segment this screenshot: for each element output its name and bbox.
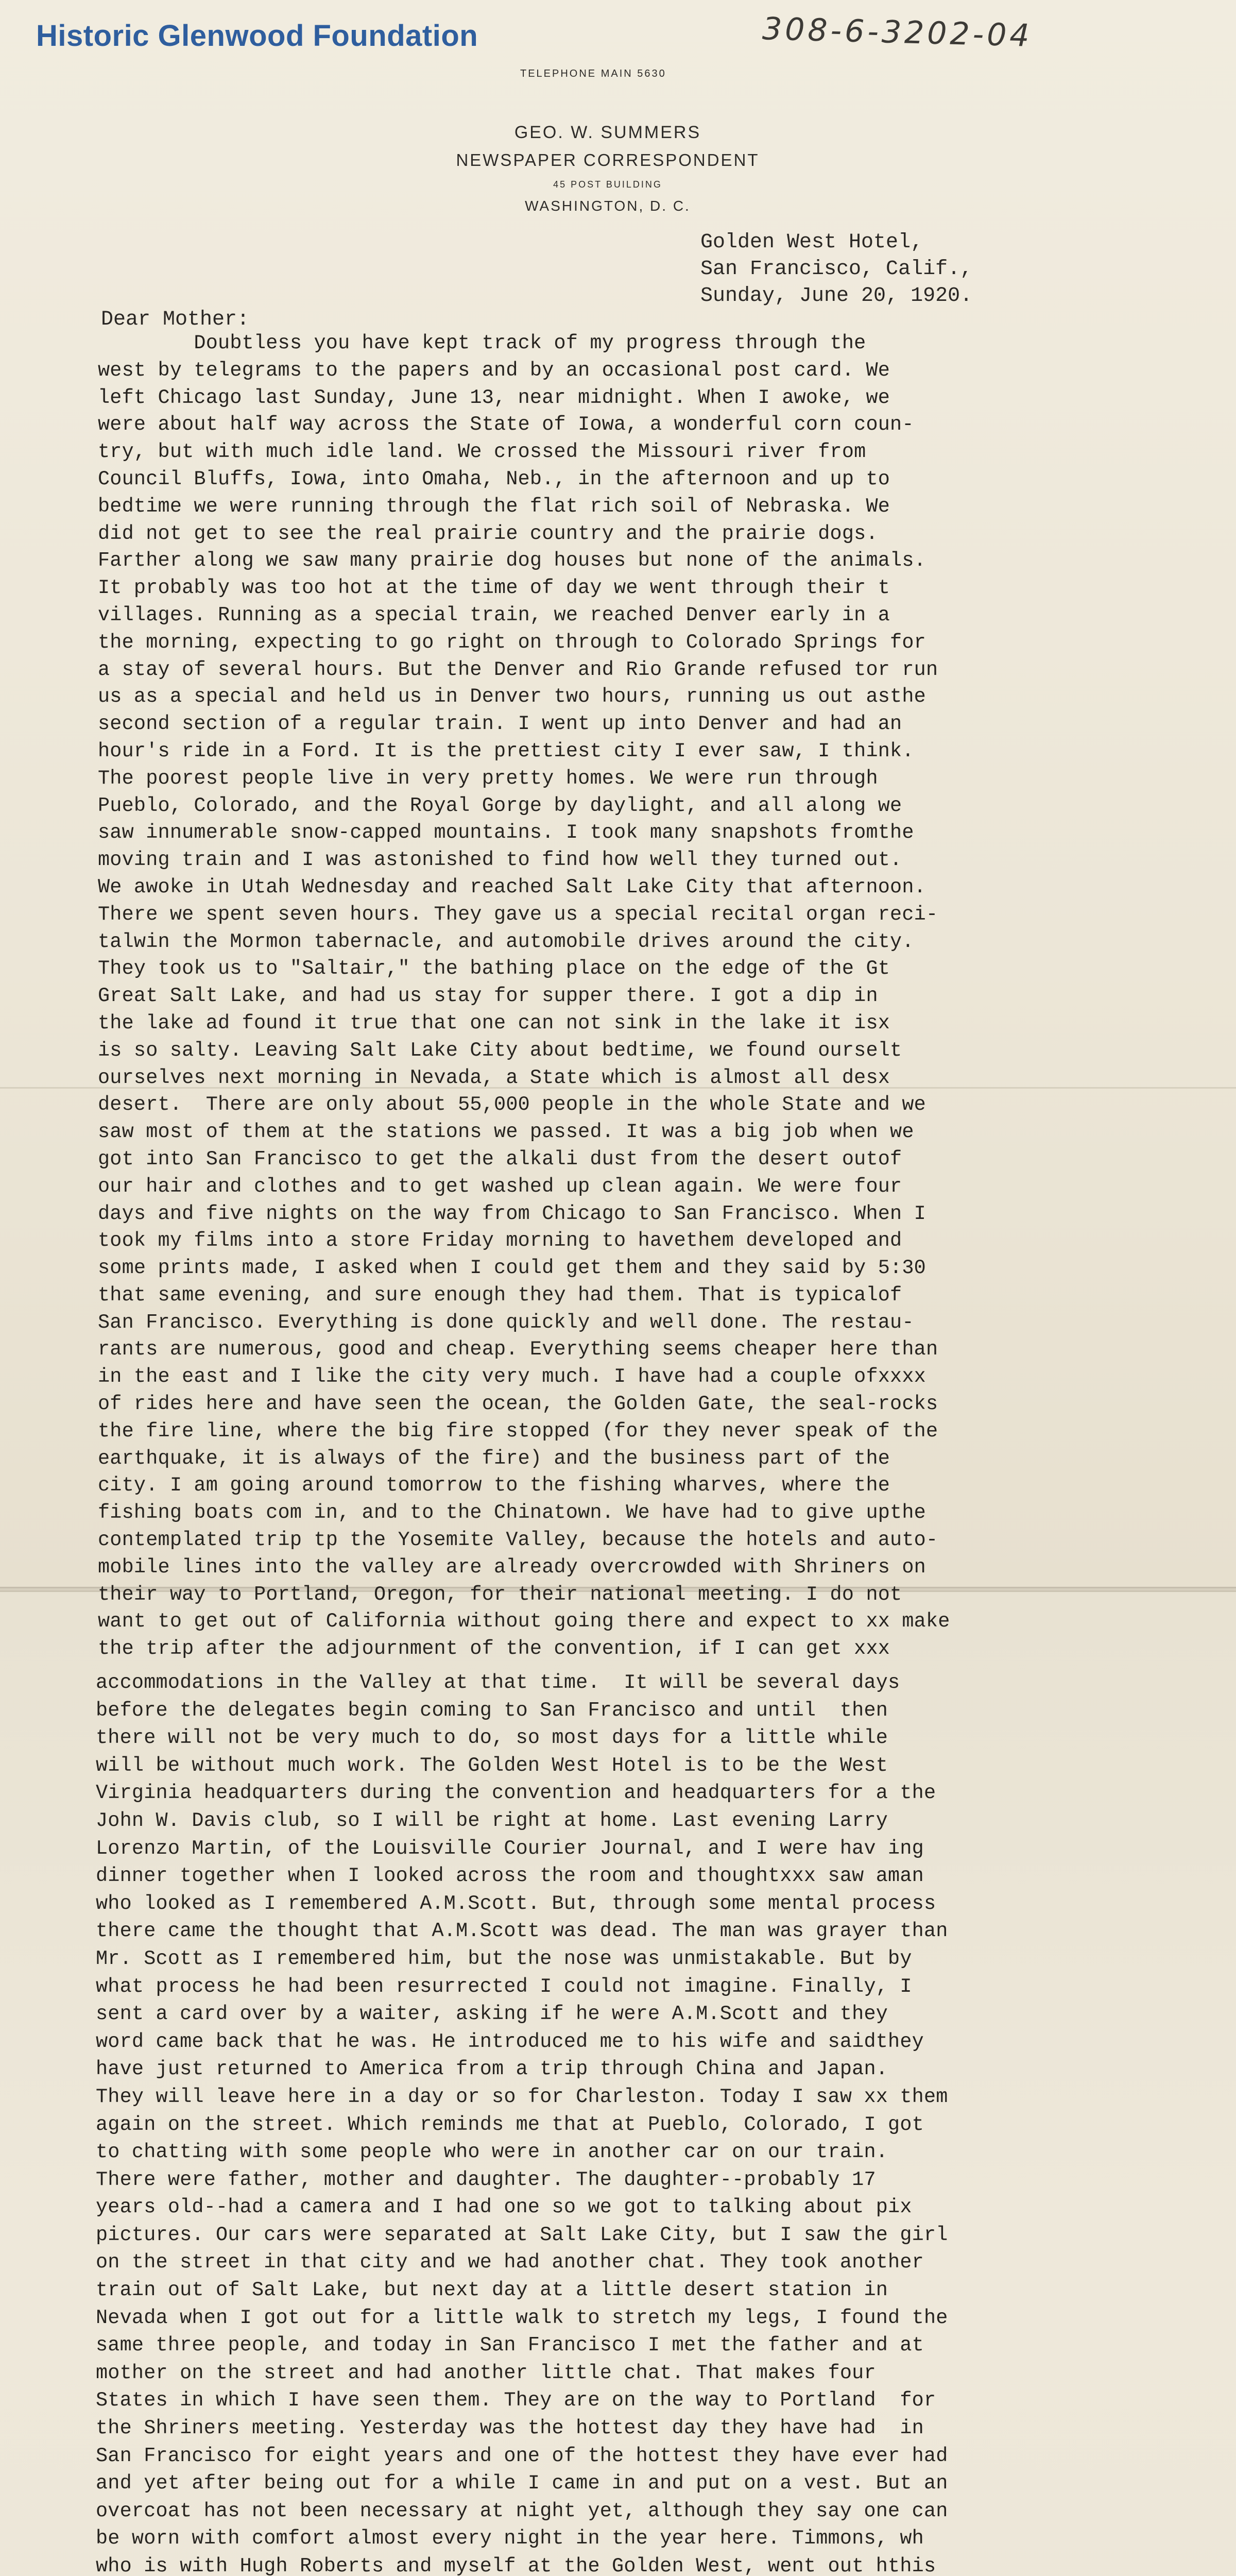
letterhead-building: 45 POST BUILDING bbox=[553, 179, 662, 190]
address-date: Sunday, June 20, 1920. bbox=[700, 284, 973, 308]
letterhead-telephone: TELEPHONE MAIN 5630 bbox=[520, 68, 666, 79]
letterhead-name: GEO. W. SUMMERS bbox=[514, 123, 701, 142]
letterhead-city: WASHINGTON, D. C. bbox=[525, 198, 691, 214]
letterhead-title: NEWSPAPER CORRESPONDENT bbox=[456, 150, 760, 170]
letter-body-page-2: accommodations in the Valley at that time. It will be several days before the delegates begin coming to San Francisco and until then there will not be very much to do, so most days for a little while will be without much work. The Golden West Hotel is to be the West Virginia headquarters during the convention and headquarters for a the John W. Davis club, so I will be right at home. Last evening Larry Lorenzo Martin, of the Louisville Courier Journal, and I were hav ing dinner together when I looked across the room and thoughtxxx saw aman who looked as I remembered A.M.Scott. But, through some mental process there came the thought that A.M.Scott was dead. The man was grayer than Mr. Scott as I remembered him, but the nose was unmistakable. But by what process he had been resurrected I could not imagine. Finally, I sent a card over by a waiter, asking if he were A.M.Scott and they word came back that he was. He introduced me to his wife and saidthey have just returned to America from a trip through China and Japan. They will leave here in a day or so for Charleston. Today I saw xx them again on the street. Which reminds me that at Pueblo, Colorado, I got to chatting with some people who were in another car on our train. There were father, mother and daughter. The daughter--probably 17 years old--had a camera and I had one so we got to talking about pix pictures. Our cars were separated at Salt Lake City, but I saw the girl on the street in that city and we had another chat. They took another train out of Salt Lake, but next day at a little desert station in Nevada when I got out for a little walk to stretch my legs, I found the same three people, and today in San Francisco I met the father and at mother on the street and had another little chat. That makes four States in which I have seen them. They are on the way to Portland for the Shriners meeting. Yesterday was the hottest day they have had in San Francisco for eight years and one of the hottest they have ever had and yet after being out for a while I came in and put on a vest. But an overcoat has not been necessary at night yet, although they say one can be worn with comfort almost every night in the year here. Timmons, wh who is with Hugh Roberts and myself at the Golden West, went out hthis bbox=[96, 1671, 948, 2576]
catalog-number: 308-6-3202-04 bbox=[762, 11, 1033, 54]
salutation: Dear Mother: bbox=[101, 308, 250, 331]
address-line-2: San Francisco, Calif., bbox=[700, 258, 973, 281]
address-line-1: Golden West Hotel, bbox=[700, 231, 923, 254]
foundation-name: Historic Glenwood Foundation bbox=[36, 19, 478, 53]
letter-body-page-1: Doubtless you have kept track of my progress through the west by telegrams to the papers and by an occasional post card. We left Chicago last Sunday, June 13, near midnight. When I awoke, we were about half way across the State of Iowa, a wonderful corn coun- try, but with much idle land. We crossed the Missouri river from Council Bluffs, Iowa, into Omaha, Neb., in the afternoon and up to bedtime we were running through the flat rich soil of Nebraska. We did not get to see the real prairie country and the prairie dogs. Farther along we saw many prairie dog houses but none of the animals. It probably was too hot at the time of day we went through their t villages. Running as a special train, we reached Denver early in a the morning, expecting to go right on through to Colorado Springs for a stay of several hours. But the Denver and Rio Grande refused tor run us as a special and held us in Denver two hours, running us out asthe second section of a regular train. I went up into Denver and had an hour's ride in a Ford. It is the prettiest city I ever saw, I think. The poorest people live in very pretty homes. We were run through Pueblo, Colorado, and the Royal Gorge by daylight, and all along we saw innumerable snow-capped mountains. I took many snapshots fromthe moving train and I was astonished to find how well they turned out. We awoke in Utah Wednesday and reached Salt Lake City that afternoon. There we spent seven hours. They gave us a special recital organ reci- talwin the Mormon tabernacle, and automobile drives around the city. They took us to "Saltair," the bathing place on the edge of the Gt Great Salt Lake, and had us stay for supper there. I got a dip in the lake ad found it true that one can not sink in the lake it isx is so salty. Leaving Salt Lake City about bedtime, we found ourselt ourselves next morning in Nevada, a State which is almost all desx desert. There are only about 55,000 people in the whole State and we saw most of them at the stations we passed. It was a big job when we got into San Francisco to get the alkali dust from the desert outof our hair and clothes and to get washed up clean again. We were four days and five nights on the way from Chicago to San Francisco. When I took my films into a store Friday morning to havethem developed and some prints made, I asked when I could get them and they said by 5:30 that same evening, and sure enough they had them. That is typicalof San Francisco. Everything is done quickly and well done. The restau- rants are numerous, good and cheap. Everything seems cheaper here than in the east and I like the city very much. I have had a couple ofxxxx of rides here and have seen the ocean, the Golden Gate, the seal-rocks the fire line, where the big fire stopped (for they never speak of the earthquake, it is always of the fire) and the business part of the city. I am going around tomorrow to the fishing wharves, where the fishing boats com in, and to the Chinatown. We have had to give upthe contemplated trip tp the Yosemite Valley, because the hotels and auto- mobile lines into the valley are already overcrowded with Shriners on their way to Portland, Oregon, for their national meeting. I do not want to get out of California without going there and expect to xx make the trip after the adjournment of the convention, if I can get xxx bbox=[98, 332, 950, 1660]
